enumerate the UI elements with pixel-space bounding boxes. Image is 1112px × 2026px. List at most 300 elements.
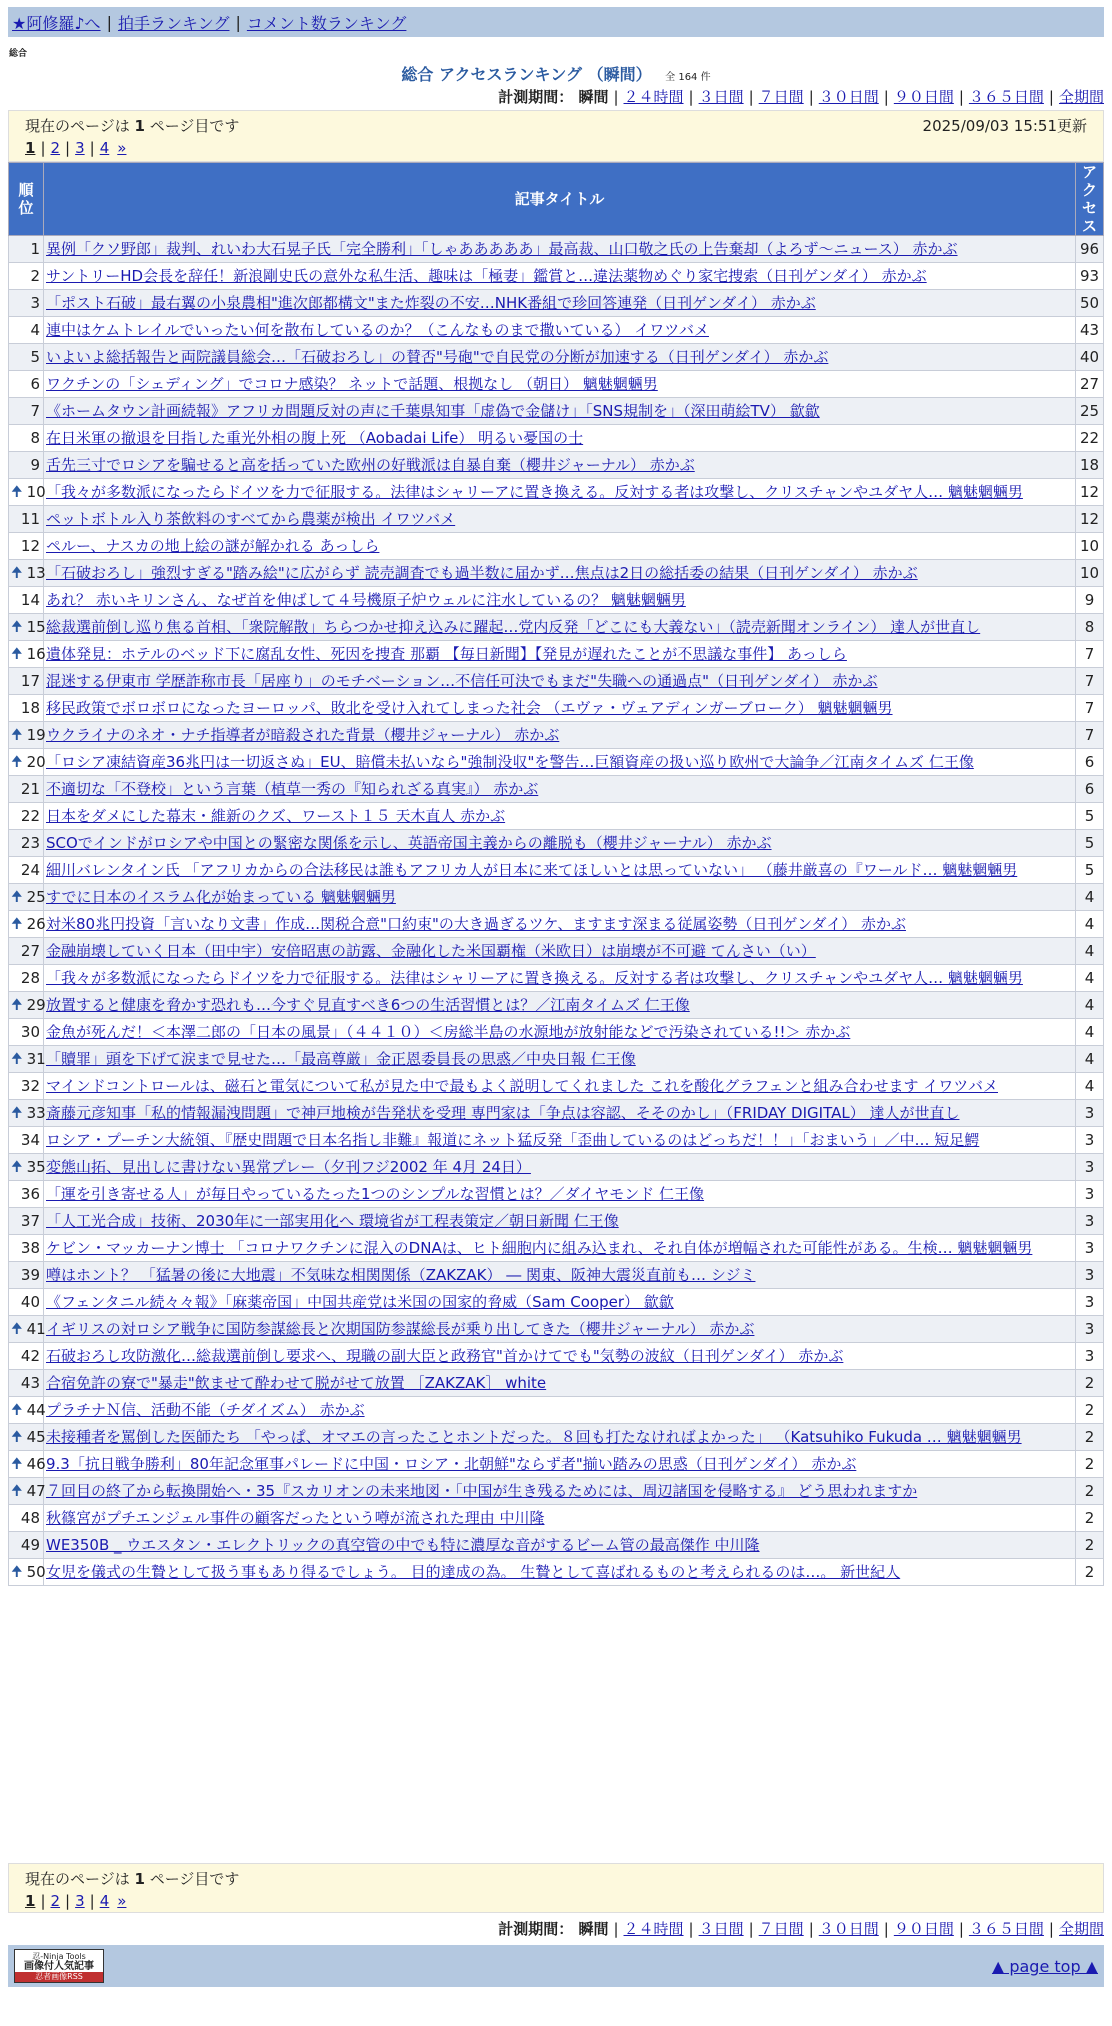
period-option-link[interactable]: ７日間 [758,88,804,106]
rank-cell [9,1478,44,1505]
period-option-link[interactable]: ３６５日間 [968,1920,1044,1938]
arrow-up-icon: 🠉 [11,1483,23,1499]
period-separator: | [748,1920,754,1938]
article-title-link[interactable]: 放置すると健康を脅かす恐れも…今すぐ見直すべき6つの生活習慣とは？／江南タイムズ 仁王像 [46,996,690,1014]
ninja-tools-logo[interactable] [14,1949,104,1983]
title-cell [44,344,1076,371]
rank-number: 31 [26,1050,46,1068]
rank-cell [9,398,44,425]
article-title-link[interactable]: 日本をダメにした幕末・維新のクズ、ワースト１５ 天木直人 赤かぶ [46,807,506,825]
period-separator: | [748,88,754,106]
article-title-link[interactable]: 遺体発見：ホテルのベッド下に腐乱女性、死因を捜査 那覇 【毎日新聞】【発見が遅れたことが不思議な事件】 あっしら [46,645,847,663]
rank-number: 27 [20,942,40,960]
period-separator: | [958,88,964,106]
table-row [9,884,1104,911]
table-row [9,803,1104,830]
table-row [9,992,1104,1019]
table-row [9,1451,1104,1478]
title-cell [44,1424,1076,1451]
article-title-link[interactable]: 異例「クソ野郎」裁判、れいわ大石晃子氏「完全勝利」「しゃあああああ」最高裁、山口敬之氏の上告棄却（よろず〜ニュース） 赤かぶ [46,240,958,258]
rank-number: 48 [20,1509,40,1527]
rank-number: 13 [26,564,46,582]
article-title-link[interactable]: 対米80兆円投資「言いなり文書」作成…関税合意"口約束"の大き過ぎるツケ、ますます深まる従属姿勢（日刊ゲンダイ） 赤かぶ [46,915,906,933]
page-link[interactable]: 3 [75,1892,85,1910]
period-separator: | [958,1920,964,1938]
rank-cell [9,776,44,803]
rank-cell [9,857,44,884]
rank-number: 18 [20,699,40,717]
rank-number: 32 [20,1077,40,1095]
page-link[interactable]: 2 [50,139,61,157]
table-row [9,1316,1104,1343]
table-row [9,1397,1104,1424]
comment-ranking-link[interactable]: コメント数ランキング [246,13,407,33]
table-row [9,560,1104,587]
access-count: 8 [1076,614,1104,641]
article-title-link[interactable]: 金魚が死んだ！＜本澤二郎の「日本の風景」（４４１０）＜房総半島の水源地が放射能などで汚染されている!!＞ 赤かぶ [46,1023,851,1041]
access-count: 27 [1076,371,1104,398]
rank-number: 37 [20,1212,40,1230]
article-title-link[interactable]: 連中はケムトレイルでいったい何を散布しているのか？（こんなものまで撒いている） イワツバメ [46,321,709,339]
article-title-link[interactable]: 秋篠宮がプチエンジェル事件の顧客だったという噂が流された理由 中川隆 [46,1509,545,1527]
rank-cell [9,1127,44,1154]
article-title-link[interactable]: 不適切な「不登校」という言葉（植草一秀の『知られざる真実』） 赤かぶ [46,780,539,798]
article-title-link[interactable]: ペルー、ナスカの地上絵の謎が解かれる あっしら [46,537,380,555]
period-separator: | [613,1920,619,1938]
article-title-link[interactable]: 「ポスト石破」最右翼の小泉農相"進次郎都構文"また炸裂の不安…NHK番組で珍回答連発（日刊ゲンダイ） 赤かぶ [46,294,816,312]
table-row [9,911,1104,938]
table-row [9,317,1104,344]
table-row [9,425,1104,452]
period-option-link[interactable]: ９０日間 [893,1920,954,1938]
article-title-link[interactable]: 噂はホント？ 「猛暑の後に大地震」不気味な相関関係（ZAKZAK） ― 関東、阪神大震災直前も… シジミ [46,1266,756,1284]
period-option-link[interactable]: ２４時間 [623,88,684,106]
rank-cell [9,749,44,776]
access-count: 2 [1076,1559,1104,1586]
rank-cell [9,1451,44,1478]
article-title-link[interactable]: ケビン・マッカーナン博士 「コロナワクチンに混入のDNAは、ヒト細胞内に組み込まれ、それ自体が増幅された可能性がある。生検… 魑魅魍魎男 [46,1239,1033,1257]
rank-cell [9,1208,44,1235]
title-cell [44,506,1076,533]
rank-number: 8 [30,429,40,447]
title-cell [44,533,1076,560]
arrow-up-icon: 🠉 [11,1564,23,1580]
table-row [9,1235,1104,1262]
rank-number: 5 [30,348,40,366]
table-row [9,1370,1104,1397]
article-title-link[interactable]: 総裁選前倒し巡り焦る首相、「衆院解散」ちらつかせ抑え込みに躍起…党内反発「どこにも大義ない」（読売新聞オンライン） 達人が世直し [46,618,981,636]
ranking-title: 総合 アクセスランキング （瞬間） [401,65,652,84]
rank-number: 19 [26,726,46,744]
article-title-link[interactable]: サントリーHD会長を辞任！新浪剛史氏の意外な私生活、趣味は「極妻」鑑賞と…違法薬物めぐり家宅捜索（日刊ゲンダイ） 赤かぶ [46,267,927,285]
updated-timestamp: 2025/09/03 15:51更新 [922,116,1087,135]
article-title-link[interactable]: あれ？ 赤いキリンさん、なぜ首を伸ばして４号機原子炉ウェルに注水しているの？ 魑魅魍魎男 [46,591,686,609]
arrow-up-icon: 🠉 [11,1402,23,1418]
rank-number: 49 [20,1536,40,1554]
article-title-link[interactable]: 《ホームタウン計画続報》アフリカ問題反対の声に千葉県知事「虚偽で金儲け」「SNS規制を」（深田萌絵TV） 歙歙 [46,402,820,420]
access-count: 96 [1076,236,1104,263]
arrow-up-icon: 🠉 [11,1159,23,1175]
current-page-text [25,1868,239,1889]
table-row [9,398,1104,425]
rank-cell [9,371,44,398]
access-count: 4 [1076,1046,1104,1073]
period-option-link[interactable]: ７日間 [758,1920,804,1938]
table-row [9,290,1104,317]
access-count: 4 [1076,1019,1104,1046]
rank-cell [9,1154,44,1181]
title-cell [44,776,1076,803]
article-title-link[interactable]: ７回目の終了から転換開始へ・35『スカリオンの未来地図・「中国が生き残るためには、周辺諸国を侵略する』 どう思われますか [46,1482,918,1500]
rank-number: 3 [30,294,40,312]
article-title-link[interactable]: 金融崩壊していく日本（田中宇）安倍昭恵の訪露、金融化した米国覇権（米欧日）は崩壊が不可避 てんさい（い） [46,942,816,960]
table-row [9,1262,1104,1289]
article-title-link[interactable]: 斎藤元彦知事「私的情報漏洩問題」で神戸地検が告発状を受理 専門家は「争点は容認、そそのかし」（FRIDAY DIGITAL） 達人が世直し [46,1104,960,1122]
arrow-up-icon: 🠉 [11,727,23,743]
title-cell [44,1478,1076,1505]
rank-cell [9,479,44,506]
access-count: 2 [1076,1424,1104,1451]
rank-cell [9,803,44,830]
rank-cell [9,452,44,479]
article-title-link[interactable]: 移民政策でボロボロになったヨーロッパ、敗北を受け入れてしまった社会 （エヴァ・ヴェアディンガーブローク） 魑魅魍魎男 [46,699,893,717]
rank-number: 39 [20,1266,40,1284]
title-cell [44,1208,1076,1235]
article-title-link[interactable]: 細川バレンタイン氏 「アフリカからの合法移民は誰もアフリカ人が日本に来てほしいとは思っていない」 （藤井厳喜の『ワールド… 魑魅魍魎男 [46,861,1018,879]
rank-number: 30 [20,1023,40,1041]
rank-cell [9,1262,44,1289]
title-cell [44,641,1076,668]
access-count: 2 [1076,1505,1104,1532]
period-selector-top [498,86,1104,107]
table-row [9,263,1104,290]
rank-cell [9,533,44,560]
nav-separator: | [235,12,241,32]
rank-cell [9,317,44,344]
access-count: 7 [1076,641,1104,668]
logo-line2: 画像付人気記事 [24,1961,94,1972]
article-title-link[interactable]: ワクチンの「シェディング」でコロナ感染？ ネットで話題、根拠なし （朝日） 魑魅魍魎男 [46,375,658,393]
table-row [9,1154,1104,1181]
title-cell [44,452,1076,479]
page-info-line [25,1866,1087,1890]
rank-number: 15 [26,618,46,636]
page-top-link[interactable]: ▲ page top ▲ [991,1957,1098,1976]
article-title-link[interactable]: 「我々が多数派になったらドイツを力で征服する。法律はシャリーアに置き換える。反対する者は攻撃し、クリスチャンやユダヤ人… 魑魅魍魎男 [46,969,1023,987]
table-row [9,1019,1104,1046]
pagination [25,137,1087,159]
period-label: 計測期間： [498,1920,574,1938]
header-rank: 順位 [9,163,44,236]
rank-number: 36 [20,1185,40,1203]
arrow-up-icon: 🠉 [11,646,23,662]
table-row [9,1289,1104,1316]
period-option-link[interactable]: ９０日間 [893,88,954,106]
table-row [9,1100,1104,1127]
rank-number: 16 [26,645,46,663]
article-title-link[interactable]: すでに日本のイスラム化が始まっている 魑魅魍魎男 [46,888,396,906]
title-cell [44,1235,1076,1262]
table-row [9,344,1104,371]
rank-number: 23 [20,834,40,852]
access-count: 93 [1076,263,1104,290]
access-count: 12 [1076,479,1104,506]
access-count: 3 [1076,1100,1104,1127]
rank-cell [9,1424,44,1451]
title-cell [44,587,1076,614]
period-current: 瞬間 [573,1920,609,1938]
rank-number: 34 [20,1131,40,1149]
title-cell [44,371,1076,398]
title-cell [44,1505,1076,1532]
page-link[interactable]: 2 [50,1892,61,1910]
title-cell [44,398,1076,425]
total-count: 全 164 件 [665,72,711,83]
title-cell [44,1397,1076,1424]
title-cell [44,911,1076,938]
table-row [9,722,1104,749]
rank-cell [9,1019,44,1046]
rank-number: 9 [30,456,40,474]
page-separator: | [89,139,95,157]
rank-cell [9,1505,44,1532]
next-page-link[interactable]: » [117,139,127,157]
ranking-table [8,162,1104,1586]
table-row [9,695,1104,722]
rank-number: 41 [26,1320,46,1338]
article-title-link[interactable]: 在日米軍の撤退を目指した重光外相の腹上死 （Aobadai Life） 明るい憂国の士 [46,429,584,447]
rank-cell [9,884,44,911]
page-current: 1 [25,1892,36,1910]
access-count: 10 [1076,560,1104,587]
article-title-link[interactable]: SCOでインドがロシアや中国との緊密な関係を示し、英語帝国主義からの離脱も（櫻井ジャーナル） 赤かぶ [46,834,772,852]
pagination [25,1890,1087,1912]
rank-number: 10 [26,483,46,501]
period-option-link[interactable]: ３日間 [698,88,744,106]
clap-ranking-link[interactable]: 拍手ランキング [117,13,230,33]
article-title-link[interactable]: 「我々が多数派になったらドイツを力で征服する。法律はシャリーアに置き換える。反対する者は攻撃し、クリスチャンやユダヤ人… 魑魅魍魎男 [46,483,1023,501]
rank-cell [9,992,44,1019]
page-info-bottom [8,1863,1104,1913]
table-row [9,1532,1104,1559]
title-cell [44,614,1076,641]
article-title-link[interactable]: プラチナＮ信、活動不能（チダイズム） 赤かぶ [46,1401,365,1419]
title-cell [44,1559,1076,1586]
arrow-up-icon: 🠉 [11,484,23,500]
access-count: 7 [1076,668,1104,695]
access-count: 3 [1076,1154,1104,1181]
rank-cell [9,1397,44,1424]
title-cell [44,938,1076,965]
arrow-up-icon: 🠉 [11,916,23,932]
arrow-up-icon: 🠉 [11,889,23,905]
rank-number: 17 [20,672,40,690]
access-count: 50 [1076,290,1104,317]
article-title-link[interactable]: 「運を引き寄せる人」が毎日やっているたった1つのシンプルな習慣とは？／ダイヤモンド 仁王像 [46,1185,705,1203]
article-title-link[interactable]: いよいよ総括報告と両院議員総会…「石破おろし」の賛否"号砲"で自民党の分断が加速する（日刊ゲンダイ） 赤かぶ [46,348,829,366]
title-cell [44,749,1076,776]
current-page-pre: 現在のページは [25,116,135,135]
title-cell [44,1127,1076,1154]
rank-number: 29 [26,996,46,1014]
header-access: アクセス [1076,163,1104,236]
arrow-up-icon: 🠉 [11,619,23,635]
page-info-top [8,110,1104,162]
period-separator: | [808,88,814,106]
rank-number: 47 [26,1482,46,1500]
rank-number: 4 [30,321,40,339]
title-cell [44,479,1076,506]
title-cell [44,857,1076,884]
article-title-link[interactable]: 変態山拓、見出しに書けない異常プレー（夕刊フジ2002 年 4月 24日） [46,1158,531,1176]
title-cell [44,695,1076,722]
nav-separator: | [106,12,112,32]
period-separator: | [883,88,889,106]
table-row [9,1559,1104,1586]
table-row [9,1073,1104,1100]
rank-cell [9,1235,44,1262]
rank-cell [9,614,44,641]
article-title-link[interactable]: 混迷する伊東市 学歴詐称市長「居座り」のモチベーション…不信任可決でもまだ"失職への通過点"（日刊ゲンダイ） 赤かぶ [46,672,878,690]
table-row [9,533,1104,560]
access-count: 3 [1076,1235,1104,1262]
period-label: 計測期間： [498,88,574,106]
table-row [9,1478,1104,1505]
article-title-link[interactable]: 女児を儀式の生贄として扱う事もあり得るでしょう。 目的達成の為。 生贄として喜ばれるものと考えられるのは…。 新世紀人 [46,1563,901,1581]
rank-cell [9,965,44,992]
rank-cell [9,830,44,857]
title-cell [44,992,1076,1019]
title-cell [44,1019,1076,1046]
page-link[interactable]: 3 [75,139,85,157]
period-separator: | [1048,88,1054,106]
article-title-link[interactable]: 「ロシア凍結資産36兆円は一切返さぬ」EU、賠償未払いなら"強制没収"を警告…巨額資産の扱い巡り欧州で大論争／江南タイムズ 仁王像 [46,753,974,771]
page-separator: | [65,1892,71,1910]
rank-cell [9,236,44,263]
rank-cell [9,1181,44,1208]
table-row [9,1343,1104,1370]
article-title-link[interactable]: 「贖罪」頭を下げて涙まで見せた…「最高尊厳」金正恩委員長の思惑／中央日報 仁王像 [46,1050,636,1068]
table-row [9,1127,1104,1154]
article-title-link[interactable]: 「人工光合成」技術、2030年に一部実用化へ 環境省が工程表策定／朝日新聞 仁王像 [46,1212,619,1230]
article-title-link[interactable]: 舌先三寸でロシアを騙せると高を括っていた欧州の好戦派は自暴自棄（櫻井ジャーナル） 赤かぶ [46,456,695,474]
rank-cell [9,506,44,533]
rank-number: 2 [30,267,40,285]
arrow-up-icon: 🠉 [11,1051,23,1067]
access-count: 2 [1076,1478,1104,1505]
current-page-pre: 現在のページは [25,1869,135,1888]
rank-cell [9,722,44,749]
title-cell [44,236,1076,263]
article-title-link[interactable]: 《フェンタニル続々々報》「麻薬帝国」中国共産党は米国の国家的脅威（Sam Cooper） 歙歙 [46,1293,674,1311]
access-count: 5 [1076,857,1104,884]
rank-number: 1 [30,240,40,258]
rank-cell [9,1046,44,1073]
arrow-up-icon: 🠉 [11,565,23,581]
current-page-post: ページ目です [144,116,240,135]
title-cell [44,884,1076,911]
rank-cell [9,1370,44,1397]
current-page-text [25,115,239,136]
footer [8,1945,1104,1987]
table-row [9,1208,1104,1235]
access-count: 6 [1076,749,1104,776]
article-title-link[interactable]: 未接種者を罵倒した医師たち 「やっぱ、オマエの言ったことホントだった。８回も打たなければよかった」 （Katsuhiko Fukuda … 魑魅魍魎男 [46,1428,1022,1446]
table-row [9,749,1104,776]
article-title-link[interactable]: マインドコントロールは、磁石と電気について私が見た中で最もよく説明してくれました これを酸化グラフェンと組み合わせます イワツバメ [46,1077,998,1095]
rank-number: 42 [20,1347,40,1365]
period-option-link[interactable]: ３０日間 [818,88,879,106]
title-cell [44,1289,1076,1316]
article-title-link[interactable]: 「石破おろし」強烈すぎる"踏み絵"に広がらず 読売調査でも過半数に届かず…焦点は2日の総括委の結果（日刊ゲンダイ） 赤かぶ [46,564,918,582]
current-page-number: 1 [134,116,145,135]
article-title-link[interactable]: 石破おろし攻防激化…総裁選前倒し要求へ、現職の副大臣と政務官"首かけてでも"気勢の波紋（日刊ゲンダイ） 赤かぶ [46,1347,844,1365]
title-cell [44,1316,1076,1343]
rank-number: 43 [20,1374,40,1392]
period-option-link[interactable]: 全期間 [1058,1920,1104,1938]
period-option-link[interactable]: 全期間 [1058,88,1104,106]
period-option-link[interactable]: ２４時間 [623,1920,684,1938]
current-page-post: ページ目です [144,1869,240,1888]
title-cell [44,1343,1076,1370]
rank-cell [9,641,44,668]
logo-line3: 忍者画像RSS [15,1972,103,1982]
arrow-up-icon: 🠉 [11,1321,23,1337]
page-link[interactable]: 4 [99,1892,110,1910]
rank-number: 45 [26,1428,46,1446]
access-count: 3 [1076,1262,1104,1289]
access-count: 7 [1076,695,1104,722]
access-count: 3 [1076,1289,1104,1316]
article-title-link[interactable]: イギリスの対ロシア戦争に国防参謀総長と次期国防参謀総長が乗り出してきた（櫻井ジャーナル） 赤かぶ [46,1320,755,1338]
page-separator: | [40,1892,46,1910]
rank-number: 44 [26,1401,46,1419]
rank-cell [9,425,44,452]
access-count: 2 [1076,1397,1104,1424]
article-title-link[interactable]: 9.3「抗日戦争勝利」80年記念軍事パレードに中国・ロシア・北朝鮮"ならず者"揃い踏みの思惑（日刊ゲンダイ） 赤かぶ [46,1455,857,1473]
rank-number: 21 [20,780,40,798]
title-cell [44,965,1076,992]
article-title-link[interactable]: ペットボトル入り茶飲料のすべてから農薬が検出 イワツバメ [46,510,456,528]
article-title-link[interactable]: ロシア・プーチン大統領、『歴史問題で日本名指し非難』報道にネット猛反発「歪曲しているのはどっちだ！！」「おまいう」／中… 短足鰐 [46,1131,980,1149]
article-title-link[interactable]: ウクライナのネオ・ナチ指導者が暗殺された背景（櫻井ジャーナル） 赤かぶ [46,726,560,744]
table-row [9,1505,1104,1532]
period-option-link[interactable]: ３日間 [698,1920,744,1938]
rank-number: 46 [26,1455,46,1473]
title-cell [44,317,1076,344]
next-page-link[interactable]: » [117,1892,127,1910]
home-link[interactable]: ★阿修羅♪へ [12,13,101,33]
rank-cell [9,1532,44,1559]
article-title-link[interactable]: WE350B _ ウエスタン・エレクトリックの真空管の中でも特に濃厚な音がするビーム管の最高傑作 中川隆 [46,1536,760,1554]
rank-number: 25 [26,888,46,906]
title-cell [44,722,1076,749]
rank-number: 33 [26,1104,46,1122]
access-count: 40 [1076,344,1104,371]
page-current: 1 [25,139,36,157]
table-row [9,830,1104,857]
table-row [9,776,1104,803]
access-count: 25 [1076,398,1104,425]
access-count: 12 [1076,506,1104,533]
table-row [9,506,1104,533]
page-link[interactable]: 4 [99,139,110,157]
table-row [9,587,1104,614]
access-count: 4 [1076,992,1104,1019]
period-option-link[interactable]: ３６５日間 [968,88,1044,106]
article-title-link[interactable]: 合宿免許の寮で"暴走"飲ませて酔わせて脱がせて放置 ［ZAKZAK］ white [46,1374,547,1392]
period-option-link[interactable]: ３０日間 [818,1920,879,1938]
